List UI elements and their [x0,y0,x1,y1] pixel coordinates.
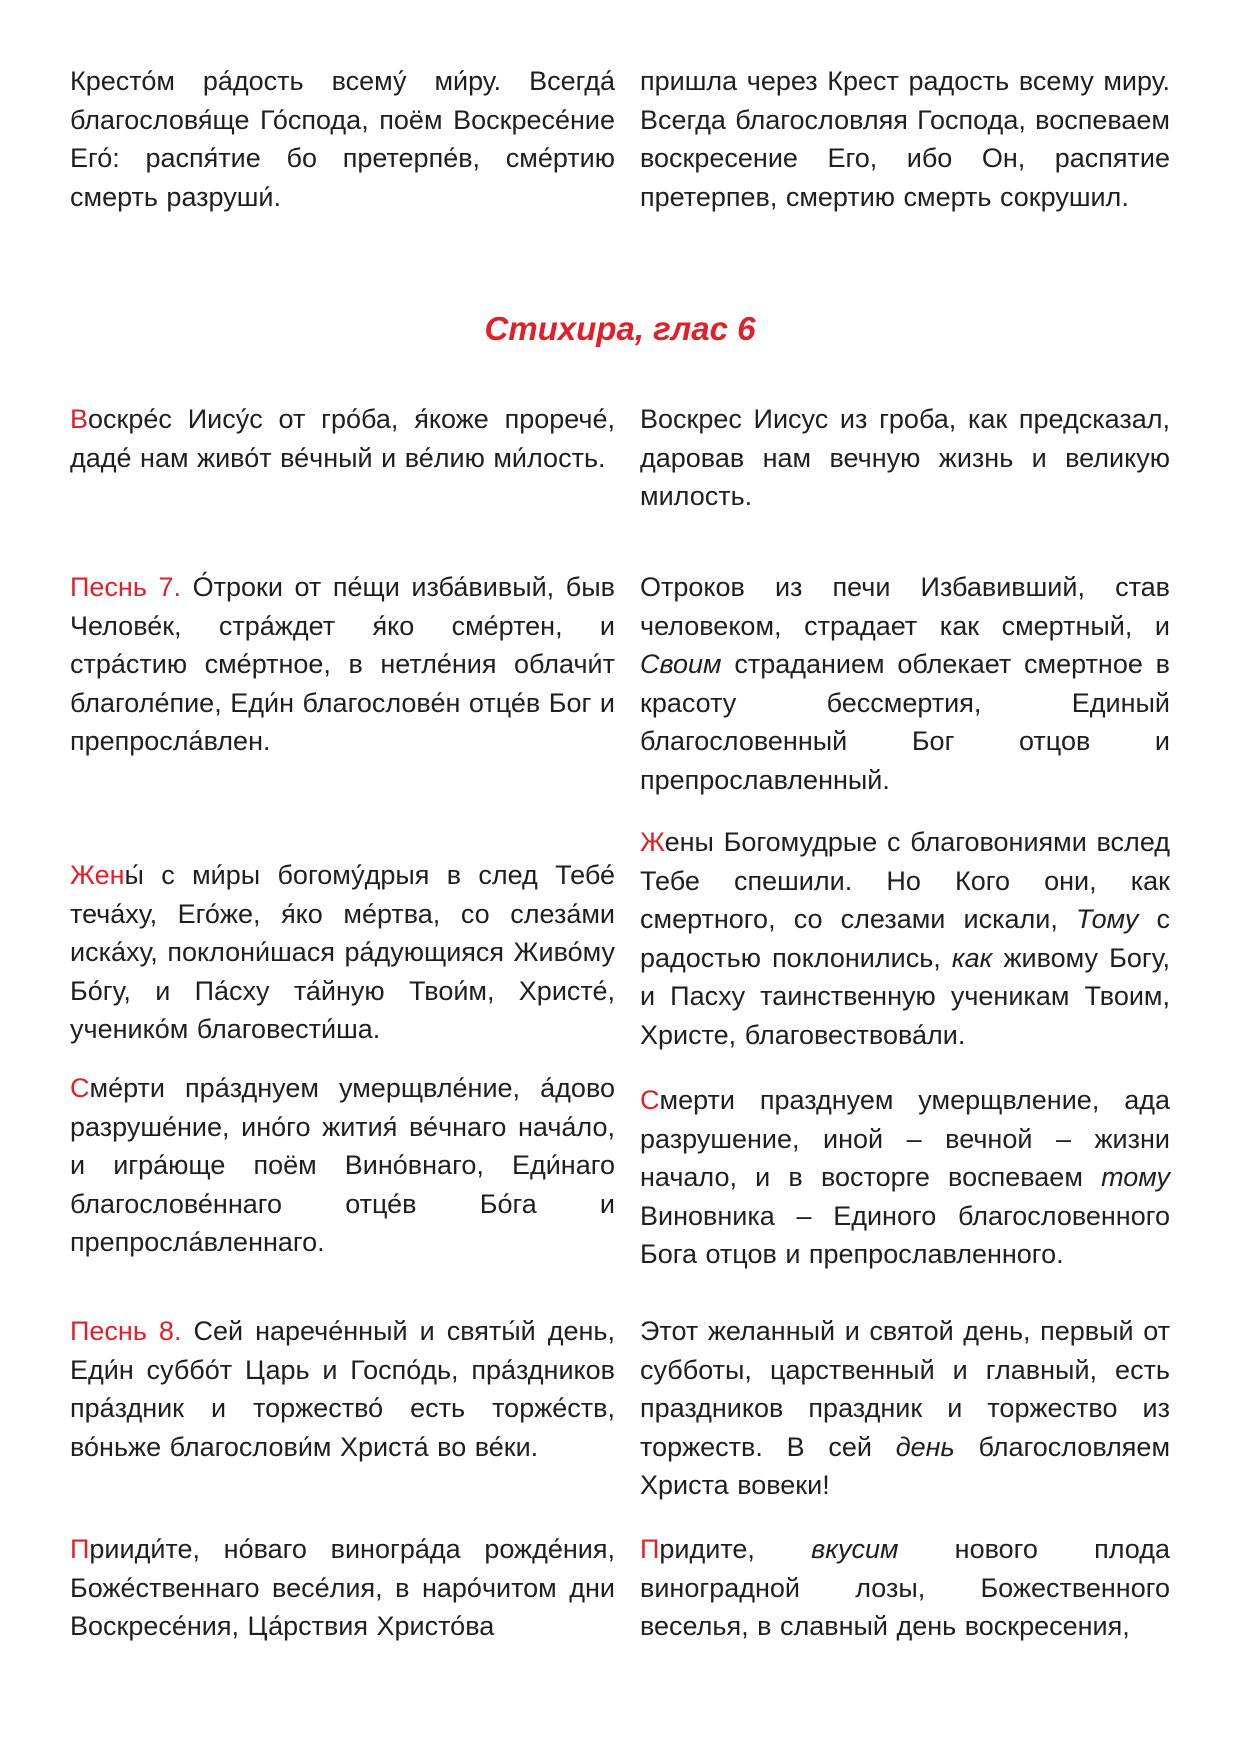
verse-text: Кресто́м ра́дость всему́ ми́ру. Всегда́ благословя́ще Го́спода, поём Воскресе́ние Его́: распя́тие бо претерпе́в, сме́ртию смерть разруши́. [70,66,615,212]
russian-text [640,1069,1170,1274]
slavonic-text [70,400,615,516]
verse-text: мерти празднуем умерщвление, ада разрушение, иной – вечной – жизни начало, и в восторге воспеваем [640,1085,1170,1193]
verse-row [70,823,1170,1055]
verse-row [70,568,1170,800]
red-initial: Ж [640,827,665,857]
italic-word: день [895,1431,955,1462]
verse-text: ме́рти пра́зднуем умерщвле́ние, а́дово разруше́ние, ино́го жития́ ве́чнаго нача́ло, и игра́юще поём Вино́внаго, Еди́наго благослове́ннаго отце́в Бо́га и препросла́вленнаго. [70,1073,615,1258]
russian-text [640,823,1170,1055]
red-initial: Жен [70,860,125,890]
verse-row [70,400,1170,516]
italic-word: как [951,942,993,973]
italic-word: Тому [1076,904,1139,935]
italic-word: вкусим [811,1534,899,1564]
verse-text: с радостью поклонились, [640,904,1170,973]
verse-text: благословляем Христа вовеки! [640,1431,1171,1501]
verse-row [70,62,1170,216]
verse-text: Этот желанный и святой день, первый от субботы, царственный и главный, есть праздников праздник и торжество из торжеств. В сей [640,1316,1170,1462]
verse-text: Сей нарече́нный и святы́й день, Еди́н суббо́т Царь и Госпо́дь, пра́здников пра́здник и торжество́ есть торже́ств, во́ньже благослови́м Христа́ во ве́ки. [70,1316,616,1462]
verse-text: живому Богу, и Пасху таинственную ученикам Твоим, Христе, благовествова́ли. [640,942,1170,1050]
verse-text: оскре́с Иису́с от гро́ба, я́коже прорече́, даде́ нам живо́т ве́чный и ве́лию ми́лость. [70,404,615,473]
verse-row [70,1530,1170,1646]
italic-word: Своим [640,649,722,680]
ode-label: Песнь 7. [70,572,182,602]
slavonic-text [70,1069,615,1274]
red-initial: С [640,1085,660,1115]
verse-text: ридите, [659,1534,812,1564]
italic-word: тому [1101,1162,1170,1193]
red-initial: С [70,1073,90,1103]
russian-text [640,568,1170,800]
verse-text: пришла через Крест радость всему миру. Всегда благословляя Господа, воспеваем воскресение Его, ибо Он, распятие претерпев, смертию смерть сокрушил. [640,66,1170,212]
verse-text: Воскрес Иисус из гроба, как предсказал, даровав нам вечную жизнь и великую милость. [640,404,1170,512]
red-initial: В [70,404,89,434]
red-initial: П [70,1534,90,1564]
slavonic-text [70,823,615,1055]
verse-text: Виновника – Единого благословенного Бога отцов и препрославленного. [640,1200,1170,1270]
verse-row [70,1312,1170,1505]
slavonic-text [70,1530,615,1646]
section-heading: Стихира, глас 6 [484,310,756,347]
ode-label: Песнь 8. [70,1316,182,1346]
russian-text [640,1530,1170,1646]
verse-row [70,1069,1170,1274]
verse-text: страданием облекает смертное в красоту бессмертия, Единый благословенный Бог отцов и препрославленный. [640,649,1170,795]
verse-text: ены Богомудрые с благовониями вслед Тебе спешили. Но Кого они, как смертного, со слезами искали, [640,827,1170,935]
russian-text [640,62,1170,216]
verse-text: О́троки от пе́щи изба́вивый, быв Челове́к, стра́ждет я́ко сме́ртен, и стра́стию сме́ртное, в нетле́ния облачи́т благоле́пие, Еди́н благослове́н отце́в Бог и препросла́влен. [70,572,615,757]
verse-text: ы́ с ми́ры богому́дрыя в след Тебе́ теча́ху, Его́же, я́ко ме́ртва, со слеза́ми иска́ху, поклони́шася ра́дующияся Живо́му Бо́гу, и Па́сху та́йную Твои́м, Христе́, ученико́м благовести́ша. [70,860,615,1045]
slavonic-text [70,568,615,800]
verse-text: рииди́те, но́ваго виногра́да рожде́ния, Боже́ственнаго весе́лия, в наро́читом дни Воскресе́ния, Ца́рствия Христо́ва [70,1534,615,1642]
verse-text: нового плода виноградной лозы, Божественного веселья, в славный день воскресения, [640,1534,1170,1642]
russian-text [640,400,1170,516]
russian-text [640,1312,1170,1505]
red-initial: П [640,1534,660,1564]
slavonic-text [70,1312,615,1505]
verse-text: Отроков из печи Избавивший, став человеком, страдает как смертный, и [640,572,1170,641]
slavonic-text [70,62,615,216]
